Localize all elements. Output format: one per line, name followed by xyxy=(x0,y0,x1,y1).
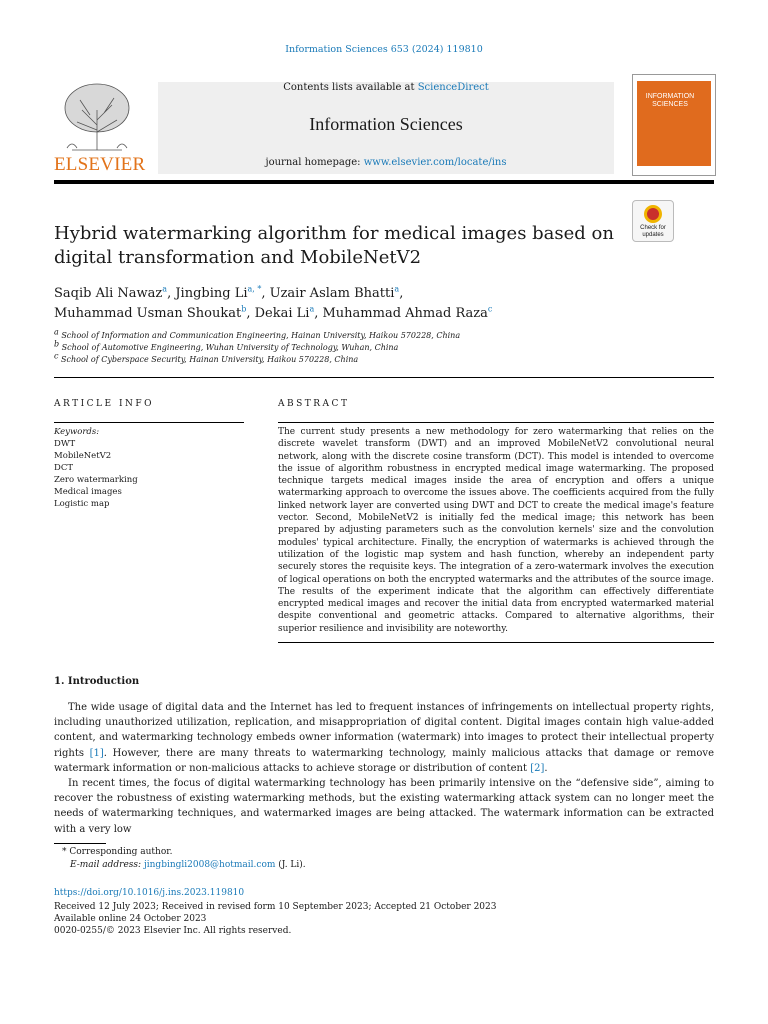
footnote-rule xyxy=(54,843,106,844)
abstract-bottom-rule xyxy=(278,642,714,643)
affiliation xyxy=(54,327,461,340)
author-sep: , xyxy=(399,286,404,301)
keyword: Medical images xyxy=(54,487,122,497)
keyword: Logistic map xyxy=(54,499,110,509)
affil-text: School of Cyberspace Security, Hainan University, Haikou 570228, China xyxy=(61,355,359,364)
author-sep: , xyxy=(314,306,323,321)
contents-prefix: Contents lists available at xyxy=(283,82,418,93)
author-affil-sup[interactable]: a xyxy=(309,304,315,314)
author: Saqib Ali Nawaz xyxy=(54,286,163,301)
email-label: E-mail address: xyxy=(70,860,142,870)
affil-sup: c xyxy=(54,351,59,361)
affil-sup: b xyxy=(54,339,60,349)
author-list xyxy=(54,284,614,324)
keywords-block xyxy=(54,426,138,510)
asterisk: * xyxy=(62,847,67,857)
contents-line xyxy=(158,82,614,93)
article-info-rule xyxy=(54,422,244,423)
corresponding-text: Corresponding author. xyxy=(69,847,173,857)
affil-sup: a xyxy=(54,327,59,337)
author-affil-sup[interactable]: a xyxy=(162,284,168,294)
abstract-text: The current study presents a new methodology for zero watermarking that relies on the discrete wavelet transform (DWT) and an improved MobileNetV2 convolutional neural network, along with the discrete cosine transform (DCT). This model is intended to overcome the issue of algorithm robustness in encrypted medical image watermarking. The proposed technique targets medical images inside the area of encryption and offers a unique watermarking approach to overcome the issues above. The coefficients acquired from the fully linked network layer are converted using DWT and DCT to create the medical image's feature vector. Second, MobileNetV2 is initially fed the medical image; this network has been prepared by adjusting parameters such as the convolution kernels' size and the convolution modules' typical architecture. Finally, the encryption of watermarks is achieved through the utilization of the logistic map system and hash function, whereby an independent party securely stores the requisite keys. The integration of a zero-watermark involves the execution of logical operations on both the encrypted watermarks and the attributes of the source image. The results of the experiment indicate that the algorithm can effectively differentiate encrypted medical images and recover the initial data from encrypted watermarked material despite conventional and geometric attacks. Compared to alternative algorithms, their superior resilience and invisibility are noteworthy. xyxy=(278,427,714,634)
affil-text: School of Information and Communication Engineering, Hainan University, Haikou 570228, China xyxy=(61,331,461,340)
homepage-link[interactable]: www.elsevier.com/locate/ins xyxy=(363,157,507,168)
email-link[interactable]: jingbingli2008@hotmail.com xyxy=(143,860,276,870)
doi-link[interactable]: https://doi.org/10.1016/j.ins.2023.119810 xyxy=(54,888,245,898)
reference-link[interactable]: [2] xyxy=(530,762,545,774)
affiliation xyxy=(54,351,359,364)
abstract-heading: ABSTRACT xyxy=(278,399,350,409)
affiliation xyxy=(54,339,399,352)
author: Uzair Aslam Bhatti xyxy=(269,286,395,301)
author-affil-sup[interactable]: c xyxy=(487,304,493,314)
intro-paragraph-1 xyxy=(54,700,714,776)
author: Muhammad Usman Shoukat xyxy=(54,306,242,321)
journal-cover-image[interactable] xyxy=(632,74,716,176)
abstract-rule xyxy=(278,422,714,423)
crossmark-icon xyxy=(644,205,662,223)
crossmark-label: Check for updates xyxy=(640,225,666,238)
intro-paragraph-2: In recent times, the focus of digital watermarking technology has been primarily intensive on the “defensive side”, aiming to recover the robustness of existing watermarking methods, but the existing watermarking attack system can no longer meet the needs of watermarking techniques, and watermarked images are being attacked. The watermark information can be extracted with a very low xyxy=(54,778,714,835)
email-footnote xyxy=(70,860,306,870)
affil-text: School of Automotive Engineering, Wuhan University of Technology, Wuhan, China xyxy=(61,343,399,352)
received-dates: Received 12 July 2023; Received in revised form 10 September 2023; Accepted 21 October 2023 xyxy=(54,902,497,912)
cover-title: INFORMATION SCIENCES xyxy=(645,93,695,108)
author-sep: , xyxy=(246,306,255,321)
header-divider xyxy=(54,180,714,184)
journal-citation[interactable]: Information Sciences 653 (2024) 119810 xyxy=(285,44,483,55)
sciencedirect-link[interactable]: ScienceDirect xyxy=(417,82,489,93)
homepage-line xyxy=(158,157,614,168)
intro-text: . xyxy=(544,762,548,774)
paper-title: Hybrid watermarking algorithm for medical images based on digital transformation and MobileNetV2 xyxy=(54,223,614,268)
keyword: Zero watermarking xyxy=(54,475,138,485)
author-affil-sup[interactable]: a xyxy=(394,284,400,294)
reference-link[interactable]: [1] xyxy=(89,747,104,759)
keyword: MobileNetV2 xyxy=(54,451,112,461)
author: Dekai Li xyxy=(254,306,310,321)
author-affil-sup[interactable]: b xyxy=(241,304,247,314)
article-info-heading: ARTICLE INFO xyxy=(54,399,155,409)
available-online: Available online 24 October 2023 xyxy=(54,914,207,924)
journal-name: Information Sciences xyxy=(309,114,463,134)
keyword: DWT xyxy=(54,439,76,449)
copyright: 0020-0255/© 2023 Elsevier Inc. All rights reserved. xyxy=(54,926,292,936)
elsevier-wordmark: ELSEVIER xyxy=(54,154,146,175)
author: Muhammad Ahmad Raza xyxy=(322,306,488,321)
intro-text: . However, there are many threats to watermarking technology, mainly malicious attacks that damage or remove watermark information or non-malicious attacks to achieve storage or distribution of content xyxy=(54,747,714,774)
author-sep: , xyxy=(261,286,270,301)
homepage-prefix: journal homepage: xyxy=(265,157,364,168)
keywords-label: Keywords: xyxy=(54,427,100,437)
keyword: DCT xyxy=(54,463,73,473)
author: Jingbing Li xyxy=(175,286,248,301)
section-divider xyxy=(54,377,714,378)
corresponding-footnote xyxy=(62,847,172,857)
email-suffix: (J. Li). xyxy=(275,860,306,870)
introduction-heading: 1. Introduction xyxy=(54,676,140,687)
check-for-updates-button[interactable] xyxy=(632,200,674,242)
intro-text: The wide usage of digital data and the Internet has led to frequent instances of infringements on intellectual property rights, including unauthorized utilization, replication, and misappropriation of digital content. Digital images contain high value-added content, and watermarking technology embeds owner information (watermark) into images to protect their intellectual property rights xyxy=(54,702,714,759)
author-sep: , xyxy=(167,286,176,301)
author-affil-sup[interactable]: a, * xyxy=(247,284,262,294)
